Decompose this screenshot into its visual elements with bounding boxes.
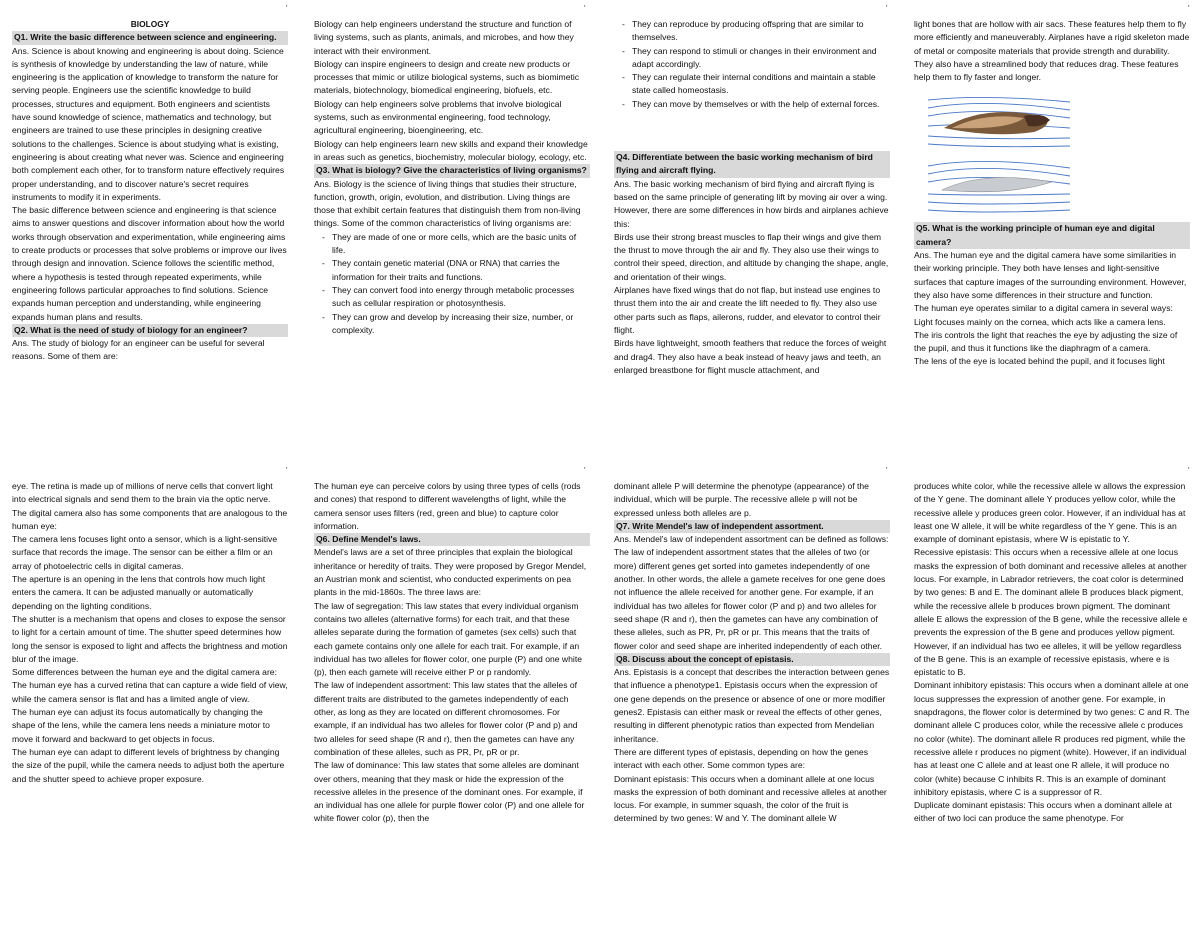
paragraph: Ans. Epistasis is a concept that describes the interaction between genes that influence a phenotype1. Epistasis occurs when the expression of one gene depends on the presence or absence of one or more modifier genes2. Epistasis can either mask or reveal the effects of other genes, resulting in different phenotypic ratios than expected from Mendelian inheritance. — [614, 667, 890, 744]
paragraph: Ans. The human eye and the digital camera have some similarities in their working principle. They both have lenses and light-sensitive surfaces that capture images of the surrounding environment. However, they also have some differences in their structure and function. — [914, 250, 1187, 300]
column-2 — [314, 18, 590, 337]
paragraph: Ans. The basic working mechanism of bird flying and aircraft flying is based on the same principle of generating lift by moving air over a wing. However, there are some differences in how birds and airplanes achieve this: — [614, 178, 889, 229]
document-title: BIOLOGY — [130, 19, 170, 29]
column-3 — [614, 18, 890, 377]
question-heading: Q4. Differentiate between the basic working mechanism of bird flying and aircraft flying. — [614, 151, 890, 178]
list-item: - They are made of one or more cells, which are the basic units of life. — [332, 231, 590, 258]
paragraph: The human eye can perceive colors by using three types of cells (rods and cones) that respond to different wavelengths of light, while the camera sensor uses filters (red, green and blue) to capture color information. — [314, 481, 581, 531]
paragraph: The camera lens focuses light onto a sensor, which is a light-sensitive surface that records the image. The sensor can be either a film or an array of photoelectric cells in digital cameras. — [12, 534, 278, 571]
paragraph: Airplanes have fixed wings that do not flap, but instead use engines to thrust them into the air and create the lift needed to fly. They also use other parts such as flaps, ailerons, rudder, and elevator to control their flight. — [614, 285, 881, 335]
paragraph: The lens of the eye is located behind the pupil, and it focuses light — [914, 356, 1165, 367]
paragraph: The law of independent assortment: This law states that the alleles of different traits are distributed to the gametes independently of each other, as long as they are located on different chromosomes. For example, if an individual has two alleles for flower color (P and p) and two alleles for seed shape (R and r), then the gametes can have any combination of these alleles, such as PR, Pr, pR or pr. — [314, 680, 578, 757]
paragraph: The aperture is an opening in the lens that controls how much light enters the camera. It can be adjusted manually or automatically depending on the lighting conditions. — [12, 574, 266, 611]
paragraph: Light focuses mainly on the cornea, which acts like a camera lens. — [914, 316, 1166, 327]
paragraph: Birds use their strong breast muscles to flap their wings and give them the thrust to move through the air and fly. They also use their wings to control their speed, direction, and altitude by changing the shape, angle, and orientation of their wings. — [614, 231, 889, 282]
page-mark: ' — [886, 466, 888, 475]
page-mark: ' — [584, 4, 586, 13]
paragraph: The human eye can adapt to different levels of brightness by changing the size of the pupil, while the camera needs to adjust both the aperture and the shutter speed to achieve proper exposure. — [12, 746, 285, 784]
paragraph: Dominant inhibitory epistasis: This occurs when a dominant allele at one locus suppresses the expression of another gene. For example, in snapdragons, the flower color is determined by two genes: C and R. The dominant allele C produces color, while the recessive allele c produces no color (white). The dominant allele R produces red pigment, while the recessive allele r produces no pigment (white). However, if an individual has at least one C allele and at least one R allele, it will produce no color (white) because C inhibits R. This is an example of dominant inhibitory epistasis, where C is a suppressor of R. — [914, 680, 1190, 797]
bird-wing-airflow-figure — [924, 86, 1074, 216]
column-6 — [314, 480, 590, 826]
page-mark: ' — [286, 466, 288, 475]
paragraph: Duplicate dominant epistasis: This occurs when a dominant allele at either of two loci can produce the same phenotype. For — [914, 800, 1172, 824]
list-item: - They contain genetic material (DNA or RNA) that carries the information for their traits and functions. — [332, 257, 590, 284]
paragraph: The human eye has a curved retina that can capture a wide field of view, while the camera sensor is flat and has a limited angle of view. — [12, 680, 288, 704]
paragraph: produces white color, while the recessive allele w allows the expression of the Y gene. The dominant allele Y produces yellow color, while the recessive allele y produces green color. However, if an individual has at least one W allele, it will be white regardless of the Y gene. This is an example of dominant epistasis, where W is epistatic to Y. — [914, 481, 1186, 545]
paragraph: eye. The retina is made up of millions of nerve cells that convert light into electrical signals and send them to the brain via the optic nerve. — [12, 481, 273, 505]
paragraph: Ans. Mendel's law of independent assortment can be defined as follows: — [614, 534, 889, 545]
paragraph: Ans. Science is about knowing and engineering is about doing. Science is synthesis of knowledge by understanding the law of nature, while engineering is the application of knowledge to transform the nature for serving people. Engineers use the scientific knowledge to build processes, structures and equipment. Both engineers and scientists have sound knowledge of science, mathematics and technology, but engineers are trained to use these principles in designing creative solutions to the challenges. Science is about studying what is existing, engineering is about creating what never was. Science and engineering both complement each other, for to transform nature effectively requires proper understanding, and to discover nature's secret requires instruments to modify it in experiments. — [12, 45, 285, 202]
paragraph: The digital camera also has some components that are analogous to the human eye: — [12, 507, 288, 531]
paragraph: The human eye operates similar to a digital camera in several ways: — [914, 303, 1173, 314]
page-mark: ' — [886, 4, 888, 13]
question-heading: Q5. What is the working principle of human eye and digital camera? — [914, 222, 1190, 249]
page-mark: ' — [1188, 4, 1190, 13]
page-mark: ' — [1188, 466, 1190, 475]
paragraph: light bones that are hollow with air sacs. These features help them to fly more efficiently and maneuverably. Airplanes have a rigid skeleton made of metal or composite materials that provide strength and durability. They also have a streamlined body that reduces drag. These features help them to fly faster and longer. — [914, 19, 1190, 83]
paragraph: The basic difference between science and engineering is that science aims to answer questions and discover information about how the world works through observation and experimentation, while engineering aims to create products or processes that solve problems or improve our lives through design and innovation. Science follows the scientific method, where a hypothesis is tested through repeated experiments, while engineering follows particular approaches to find solutions. Science expands human perception and understanding, while engineering expands human plans and results. — [12, 205, 287, 322]
paragraph: There are different types of epistasis, depending on how the genes interact with each other. Some common types are: — [614, 746, 869, 771]
paragraph: Recessive epistasis: This occurs when a recessive allele at one locus masks the expression of both dominant and recessive alleles at another locus. For example, in Labrador retrievers, the coat color is determined by two genes: B and E. The dominant allele B produces black pigment, while the recessive allele b produces brown pigment. The dominant allele E allows the expression of the B gene, while the recessive allele e prevents the expression of the B gene and produces yellow pigment. However, if an individual has two ee alleles, it will be yellow regardless of the B gene. This is an example of recessive epistasis, where e is epistatic to B. — [914, 547, 1188, 678]
paragraph: dominant allele P will determine the phenotype (appearance) of the individual, which will be purple. The recessive allele p will not be expressed unless both alleles are p. — [614, 481, 869, 518]
column-7 — [614, 480, 890, 826]
column-8 — [914, 480, 1190, 826]
question-heading: Q3. What is biology? Give the characteristics of living organisms? — [314, 164, 590, 177]
characteristics-list — [314, 231, 590, 337]
paragraph: The iris controls the light that reaches the eye by adjusting the size of the pupil, and thus it functions like the diaphragm of a camera. — [914, 329, 1178, 354]
list-item: - They can convert food into energy through metabolic processes such as cellular respiration or photosynthesis. — [332, 284, 590, 311]
paragraph: The human eye can adjust its focus automatically by changing the shape of the lens, while the camera lens needs a miniature motor to move it forward and backward to get objects in focus. — [12, 707, 270, 744]
list-item: - They can reproduce by producing offspring that are similar to themselves. — [632, 18, 890, 45]
column-4 — [914, 18, 1190, 369]
paragraph: Biology can help engineers understand the structure and function of living systems, such as plants, animals, and microbes, and how they interact with their environment. — [314, 19, 574, 56]
question-heading: Q1. Write the basic difference between science and engineering. — [12, 31, 288, 44]
question-heading: Q2. What is the need of study of biology for an engineer? — [12, 324, 288, 337]
paragraph: Biology can help engineers solve problems that involve biological systems, such as environmental engineering, food technology, agricultural engineering, bioengineering, etc. — [314, 98, 562, 136]
characteristics-list — [614, 18, 890, 111]
page-mark: ' — [286, 4, 288, 13]
paragraph: Biology can help engineers learn new skills and expand their knowledge in areas such as genetics, biochemistry, molecular biology, ecology, etc. — [314, 138, 588, 162]
column-1 — [12, 18, 288, 364]
column-5 — [12, 480, 288, 786]
paragraph: The law of segregation: This law states that every individual organism contains two alleles (alternative forms) for each trait, and that these alleles separate during the formation of gametes (sex cells) such that each gamete contains only one allele for each trait. For example, if an individual has two alleles for flower color, one purple (P) and one white (p), then each gamete will receive either P or p randomly. — [314, 600, 582, 678]
paragraph: Mendel's laws are a set of three principles that explain the biological inheritance or heredity of traits. They were proposed by Gregor Mendel, an Austrian monk and scientist, who conducted experiments on pea plants in the mid-1860s. The three laws are: — [314, 547, 587, 598]
paragraph: The law of dominance: This law states that some alleles are dominant over others, meaning that they mask or hide the expression of the recessive alleles in the presence of the dominant ones. For example, if an individual has one allele for purple flower color (P) and one allele for white flower color (p), then the — [314, 760, 585, 824]
paragraph: Birds have lightweight, smooth feathers that reduce the forces of weight and drag4. They also have a beak instead of heavy jaws and teeth, an enlarged breastbone for flight muscle attachment, and — [614, 338, 887, 375]
paragraph: Dominant epistasis: This occurs when a dominant allele at one locus masks the expression of both dominant and recessive alleles at another locus. For example, in summer squash, the color of the fruit is determined by two genes: W and Y. The dominant allele W — [614, 773, 887, 824]
paragraph: Ans. Biology is the science of living things that studies their structure, function, growth, origin, evolution, and distribution. Living things are those that exhibit certain features that distinguish them from non-living things. Some of the common characteristics of living organisms are: — [314, 178, 581, 229]
question-heading: Q6. Define Mendel's laws. — [314, 533, 590, 546]
paragraph: The law of independent assortment states that the alleles of two (or more) different genes get sorted into gametes independently of one another. In other words, the allele a gamete receives for one gene does not influence the allele received for another gene. For example, if an individual has two alleles for flower color (P and p) and two alleles for seed shape (R and r), then the gametes can have any combination of these alleles, such as PR, Pr, pR or pr. This means that the traits of flower color and seed shape are inherited independently of each other. — [614, 547, 886, 651]
paragraph: Biology can inspire engineers to design and create new products or processes that mimic or utilize biological systems, such as biomimetic materials, biotechnology, biomedical engineering, biofuels, etc. — [314, 58, 580, 96]
list-item: - They can move by themselves or with the help of external forces. — [632, 98, 890, 111]
page-mark: ' — [584, 466, 586, 475]
question-heading: Q7. Write Mendel's law of independent assortment. — [614, 520, 890, 533]
paragraph: Ans. The study of biology for an engineer can be useful for several reasons. Some of them are: — [12, 338, 265, 362]
list-item: - They can grow and develop by increasing their size, number, or complexity. — [332, 311, 590, 338]
question-heading: Q8. Discuss about the concept of epistasis. — [614, 653, 890, 666]
paragraph: Some differences between the human eye and the digital camera are: — [12, 667, 277, 678]
list-item: - They can regulate their internal conditions and maintain a stable state called homeostasis. — [632, 71, 890, 98]
paragraph: The shutter is a mechanism that opens and closes to expose the sensor to light for a certain amount of time. The shutter speed determines how long the sensor is exposed to light and affects the brightness and motion blur of the image. — [12, 613, 288, 664]
list-item: - They can respond to stimuli or changes in their environment and adapt accordingly. — [632, 45, 890, 72]
